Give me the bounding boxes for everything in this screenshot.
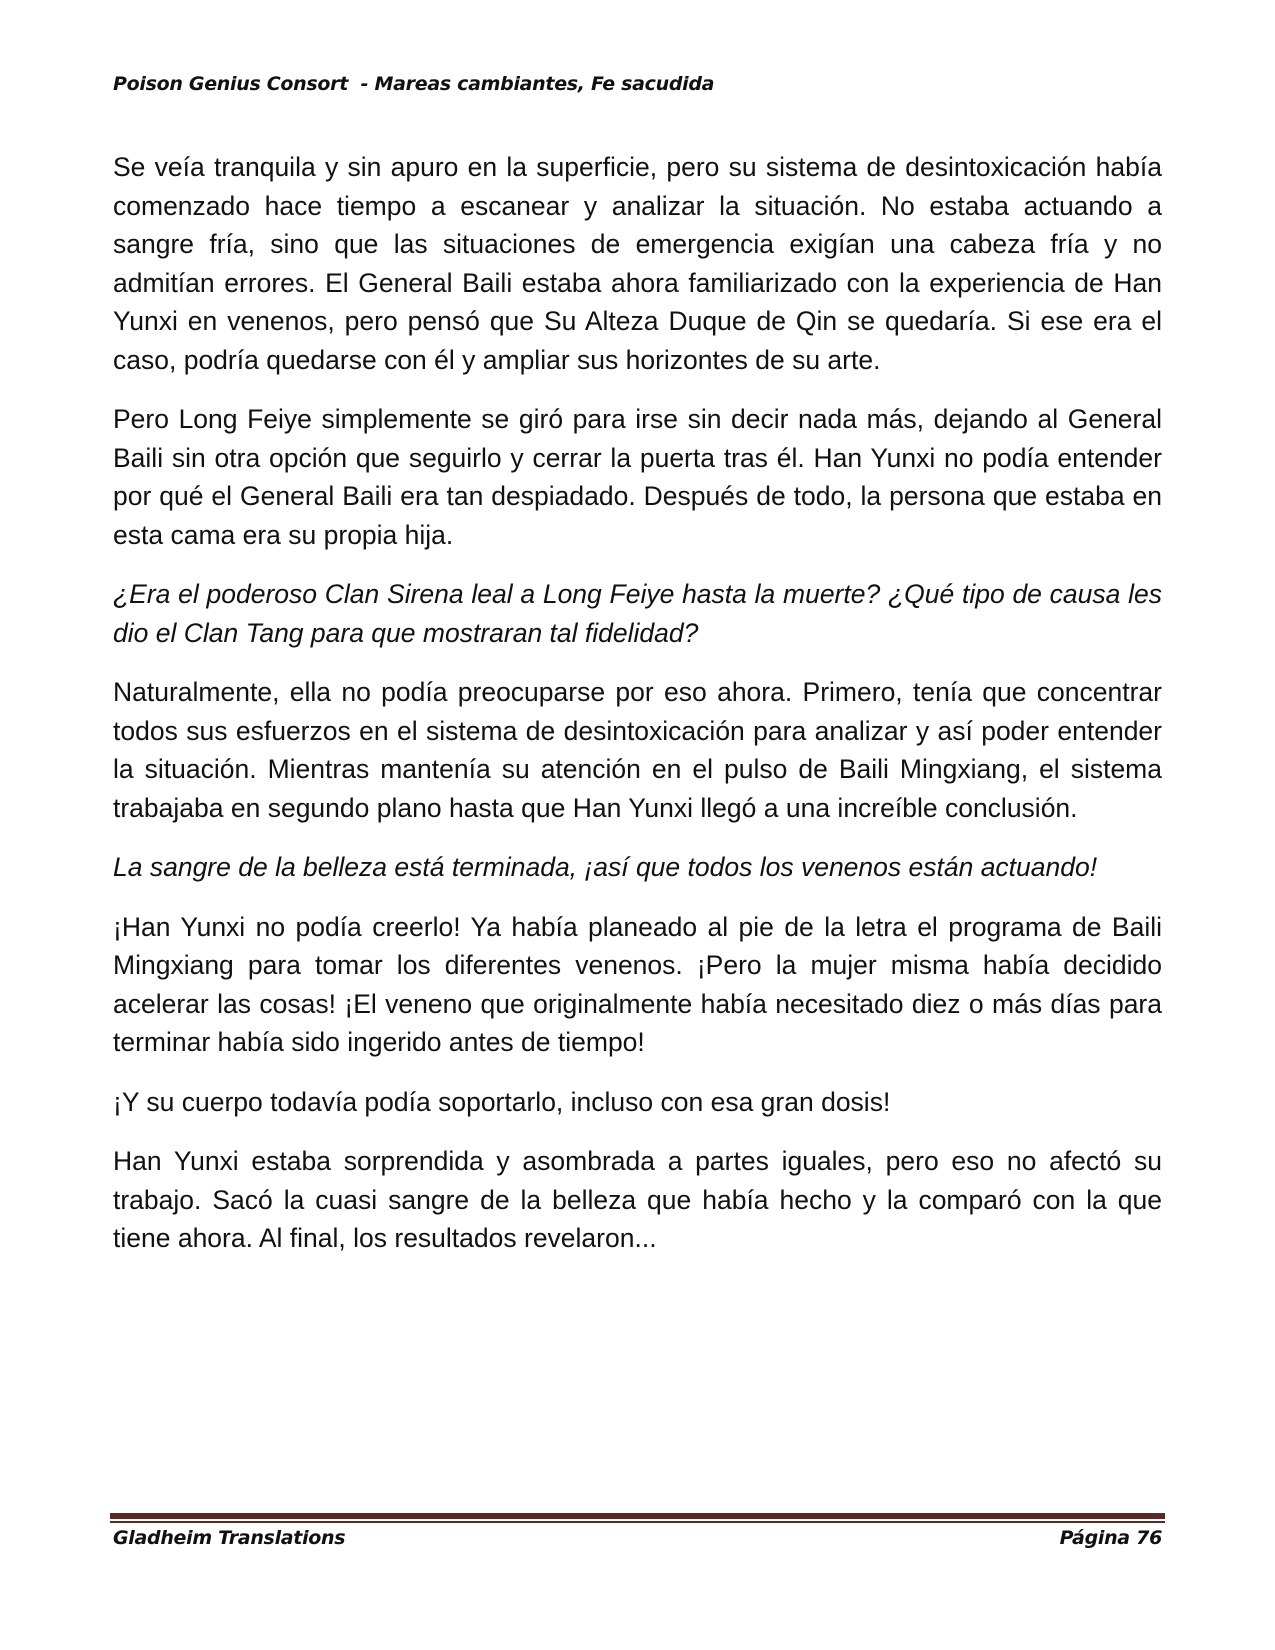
body-text: [113, 148, 1162, 1279]
footer-publisher: Gladheim Translations: [113, 1527, 346, 1549]
paragraph-8: Han Yunxi estaba sorprendida y asombrada a partes iguales, pero eso no afectó su trabajo. Sacó la cuasi sangre de la belleza que había hecho y la comparó con la que tiene ahora. Al final, los resultados revelaron...: [113, 1146, 1162, 1253]
paragraph-6: ¡Han Yunxi no podía creerlo! Ya había planeado al pie de la letra el programa de Baili Mingxiang para tomar los diferentes venenos. ¡Pero la mujer misma había decidido acelerar las cosas! ¡El veneno que originalmente había necesitado diez o más días para terminar había sido ingerido antes de tiempo!: [113, 911, 1162, 1057]
footer-page-number: Página 76: [1059, 1527, 1162, 1549]
paragraph-5-italic-thought: La sangre de la belleza está terminada, ¡así que todos los venenos están actuando!: [113, 852, 1098, 882]
footer-rule-thin: [110, 1521, 1165, 1523]
running-header: Poison Genius Consort - Mareas cambiantes, Fe sacudida: [113, 73, 715, 95]
paragraph-2: Pero Long Feiye simplemente se giró para irse sin decir nada más, dejando al General Baili sin otra opción que seguirlo y cerrar la puerta tras él. Han Yunxi no podía entender por qué el General Baili era tan despiadado. Después de todo, la persona que estaba en esta cama era su propia hija.: [113, 404, 1162, 550]
footer-rule-thick: [110, 1513, 1165, 1519]
paragraph-4: Naturalmente, ella no podía preocuparse por eso ahora. Primero, tenía que concentrar todos sus esfuerzos en el sistema de desintoxicación para analizar y así poder entender la situación. Mientras mantenía su atención en el pulso de Baili Mingxiang, el sistema trabajaba en segundo plano hasta que Han Yunxi llegó a una increíble conclusión.: [113, 677, 1162, 823]
paragraph-1: Se veía tranquila y sin apuro en la superficie, pero su sistema de desintoxicación había comenzado hace tiempo a escanear y analizar la situación. No estaba actuando a sangre fría, sino que las situaciones de emergencia exigían una cabeza fría y no admitían errores. El General Baili estaba ahora familiarizado con la experiencia de Han Yunxi en venenos, pero pensó que Su Alteza Duque de Qin se quedaría. Si ese era el caso, podría quedarse con él y ampliar sus horizontes de su arte.: [113, 152, 1162, 375]
paragraph-7: ¡Y su cuerpo todavía podía soportarlo, incluso con esa gran dosis!: [113, 1086, 891, 1117]
paragraph-3-italic-thought: ¿Era el poderoso Clan Sirena leal a Long Feiye hasta la muerte? ¿Qué tipo de causa les dio el Clan Tang para que mostraran tal fidelidad?: [113, 579, 1162, 648]
